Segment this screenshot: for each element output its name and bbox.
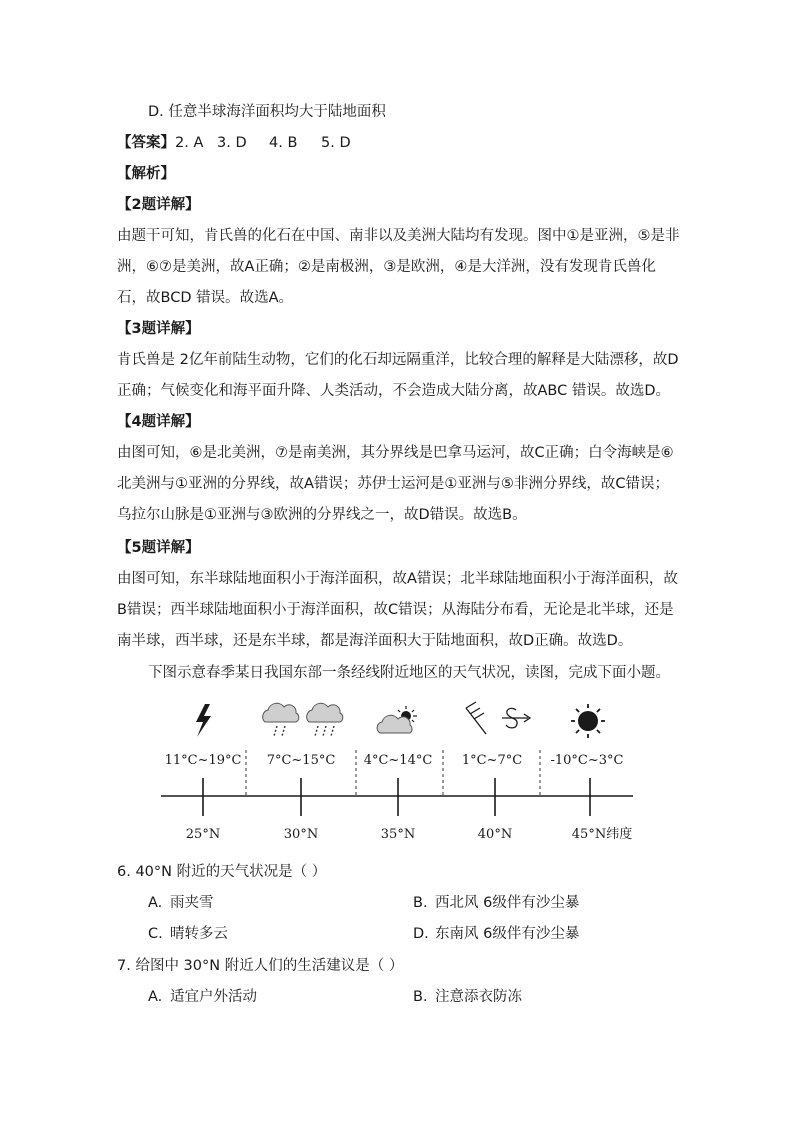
q4-line: 北美洲与①亚洲的分界线，故A错误；苏伊士运河是①亚洲与⑤非洲分界线，故C错误； [117,476,670,492]
q2-heading: 【2题详解】 [117,197,200,213]
temp-label: 1°C~7°C [461,753,523,768]
latitude-label: 40°N [477,827,513,842]
temp-label: 11°C~19°C [164,753,242,768]
answer-item: 2. A [175,135,204,151]
q6-option-d[interactable] [413,924,579,944]
latitude-label: 25°N [185,827,221,842]
option-letter: D. [413,926,429,942]
answer-item: 4. B [269,135,298,151]
q4-line: 乌拉尔山脉是①亚洲与③欧洲的分界线之一，故D错误。故选B。 [117,507,527,523]
option-text: 注意添衣防冻 [435,989,522,1005]
q5-heading: 【5题详解】 [117,540,200,556]
q6-stem: 6. 40°N 附近的天气状况是（ ） [117,864,327,880]
option-text: 晴转多云 [170,926,228,942]
option-letter: B. [413,895,428,911]
partly-cloudy-icon [377,706,417,733]
option-text: 雨夹雪 [170,895,214,911]
q3-heading: 【3题详解】 [117,321,200,337]
option-text: 东南风 6级伴有沙尘暴 [435,926,580,942]
q5-line: B错误；西半球陆地面积小于海洋面积，故C错误；从海陆分布看，无论是北半球，还是 [117,602,674,618]
figure-intro: 下图示意春季某日我国东部一条经线附近地区的天气状况，读图，完成下面小题。 [148,665,670,681]
temp-label: 7°C~15°C [266,753,336,768]
temp-label: 4°C~14°C [363,753,433,768]
option-letter: B. [413,989,428,1005]
temp-label: -10°C~3°C [550,753,624,768]
option-letter: A. [148,989,163,1005]
axis-ticks [203,778,590,816]
q7-stem: 7. 给图中 30°N 附近人们的生活建议是（ ） [117,958,404,974]
wind-dust-icon [466,702,530,734]
q5-line: 由图可知，东半球陆地面积小于海洋面积，故A错误；北半球陆地面积小于海洋面积，故 [117,571,678,587]
analysis-heading: 【解析】 [117,166,175,182]
q2-line: 洲，⑥⑦是美洲，故A正确；②是南极洲，③是欧洲，④是大洋洲，没有发现肯氏兽化 [117,259,656,275]
q7-option-a[interactable] [148,987,257,1007]
q6-option-b[interactable] [413,893,579,913]
q7-option-b[interactable] [413,987,522,1007]
q2-line: 由题干可知，肯氏兽的化石在中国、南非以及美洲大陆均有发现。图中①是亚洲，⑤是非 [117,228,680,244]
option-text: 西北风 6级伴有沙尘暴 [435,895,580,911]
answer-label: 【答案】 [117,135,175,151]
option-text: 适宜户外活动 [170,989,257,1005]
option-letter: C. [148,926,163,942]
q4-line: 由图可知，⑥是北美洲，⑦是南美洲，其分界线是巴拿马运河，故C正确；白令海峡是⑥ [117,445,674,461]
rain-cloud-icon [263,703,343,736]
q3-line: 肯氏兽是 2亿年前陆生动物，它们的化石却远隔重洋，比较合理的解释是大陆漂移，故D [117,352,679,368]
q2-line: 石，故BCD 错误。故选A。 [117,290,294,306]
latitude-label: 45°N纬度 [571,827,633,842]
q5-line: 南半球，西半球，还是东半球，都是海洋面积大于陆地面积，故D正确。故选D。 [117,633,633,649]
option-letter: A. [148,895,163,911]
answer-item: 5. D [321,135,351,151]
q3-line: 正确；气候变化和海平面升降、人类活动，不会造成大陆分离，故ABC 错误。故选D。 [117,383,671,399]
lightning-icon [196,704,211,737]
q6-option-a[interactable] [148,893,214,913]
answer-item: 3. D [217,135,247,151]
sun-icon [571,704,605,738]
q4-heading: 【4题详解】 [117,414,200,430]
top-option-d: D. 任意半球海洋面积均大于陆地面积 [148,104,386,120]
latitude-label: 35°N [380,827,416,842]
q6-option-c[interactable] [148,924,228,944]
latitude-label: 30°N [283,827,319,842]
